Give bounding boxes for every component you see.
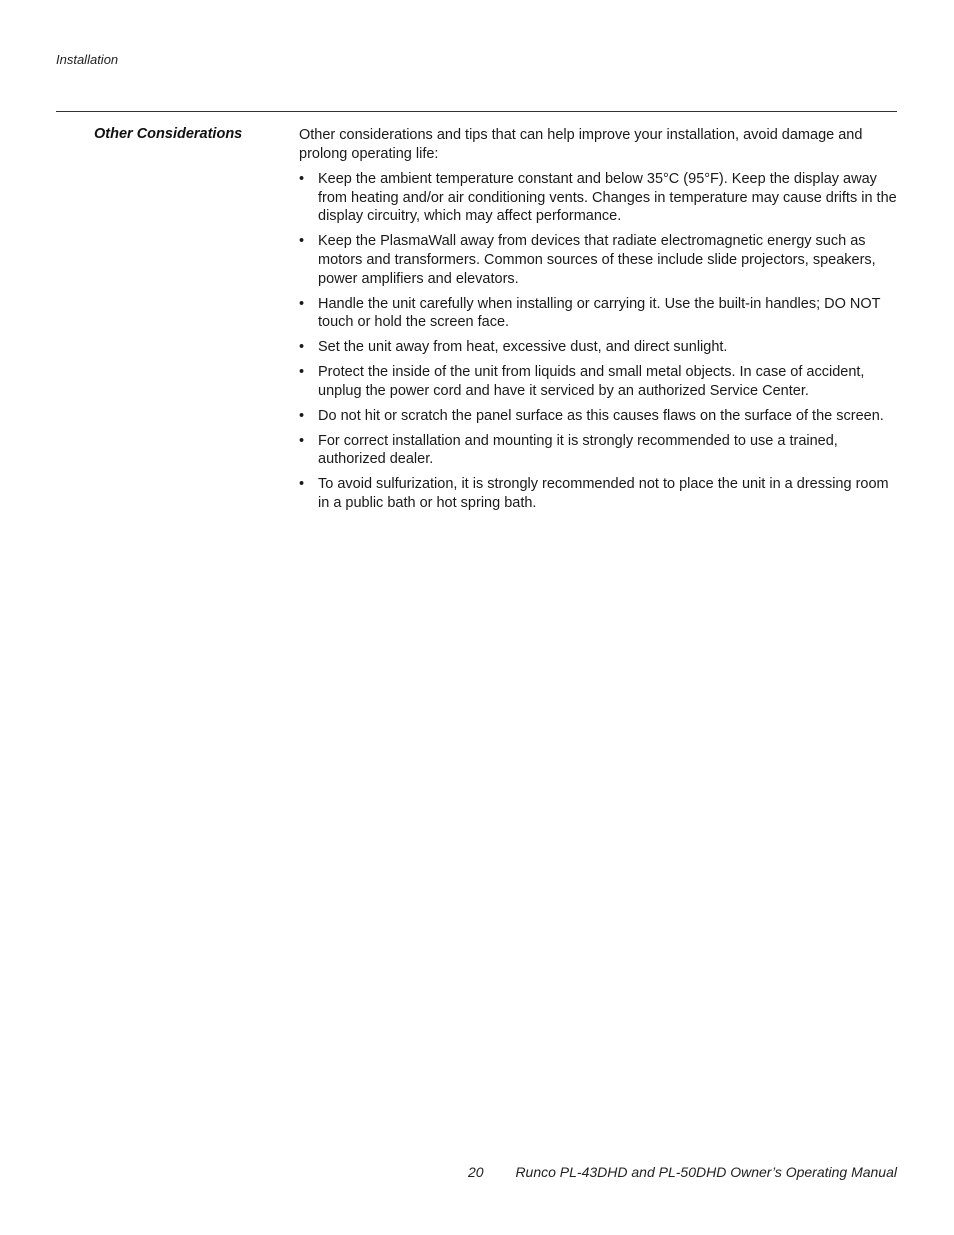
bullet-icon: •	[299, 171, 305, 188]
list-item-text: Keep the ambient temperature constant and below 35°C (95°F). Keep the display away from heating and/or air conditioning vents. Changes in temperature may cause drifts in the display circuitry, which may affect performance.	[318, 171, 897, 225]
bullet-icon: •	[299, 407, 305, 424]
section-heading: Other Considerations	[94, 126, 243, 142]
list-item	[299, 432, 897, 469]
intro-paragraph: Other considerations and tips that can help improve your installation, avoid damage and prolong operating life:	[299, 127, 863, 162]
list-item-text: To avoid sulfurization, it is strongly recommended not to place the unit in a dressing room in a public bath or hot spring bath.	[318, 476, 889, 511]
list-item	[299, 232, 897, 288]
list-item-text: Keep the PlasmaWall away from devices that radiate electromagnetic energy such as motors and transformers. Common sources of these include slide projectors, speakers, power amplifiers and elevators.	[318, 233, 876, 287]
list-item	[299, 407, 897, 426]
header-rule	[56, 111, 897, 112]
considerations-list	[299, 170, 897, 512]
section-body	[299, 126, 897, 519]
manual-title: Runco PL-43DHD and PL-50DHD Owner’s Operating Manual	[515, 1164, 897, 1180]
list-item	[299, 295, 897, 332]
list-item-text: Handle the unit carefully when installing or carrying it. Use the built-in handles; DO NOT touch or hold the screen face.	[318, 295, 881, 331]
bullet-icon: •	[299, 476, 305, 493]
list-item-text: Set the unit away from heat, excessive dust, and direct sunlight.	[318, 339, 728, 356]
list-item-text: Protect the inside of the unit from liquids and small metal objects. In case of accident, unplug the power cord and have it serviced by an authorized Service Center.	[318, 364, 865, 399]
list-item	[299, 475, 897, 512]
list-item	[299, 363, 897, 400]
list-item	[299, 170, 897, 226]
bullet-icon: •	[299, 339, 305, 356]
bullet-icon: •	[299, 364, 305, 381]
bullet-icon: •	[299, 295, 305, 312]
list-item	[299, 338, 897, 357]
bullet-icon: •	[299, 233, 305, 250]
bullet-icon: •	[299, 432, 305, 449]
list-item-text: Do not hit or scratch the panel surface as this causes flaws on the surface of the screen.	[318, 407, 884, 424]
page-number: 20	[468, 1164, 484, 1180]
running-header: Installation	[56, 52, 119, 67]
list-item-text: For correct installation and mounting it is strongly recommended to use a trained, authorized dealer.	[318, 432, 838, 468]
